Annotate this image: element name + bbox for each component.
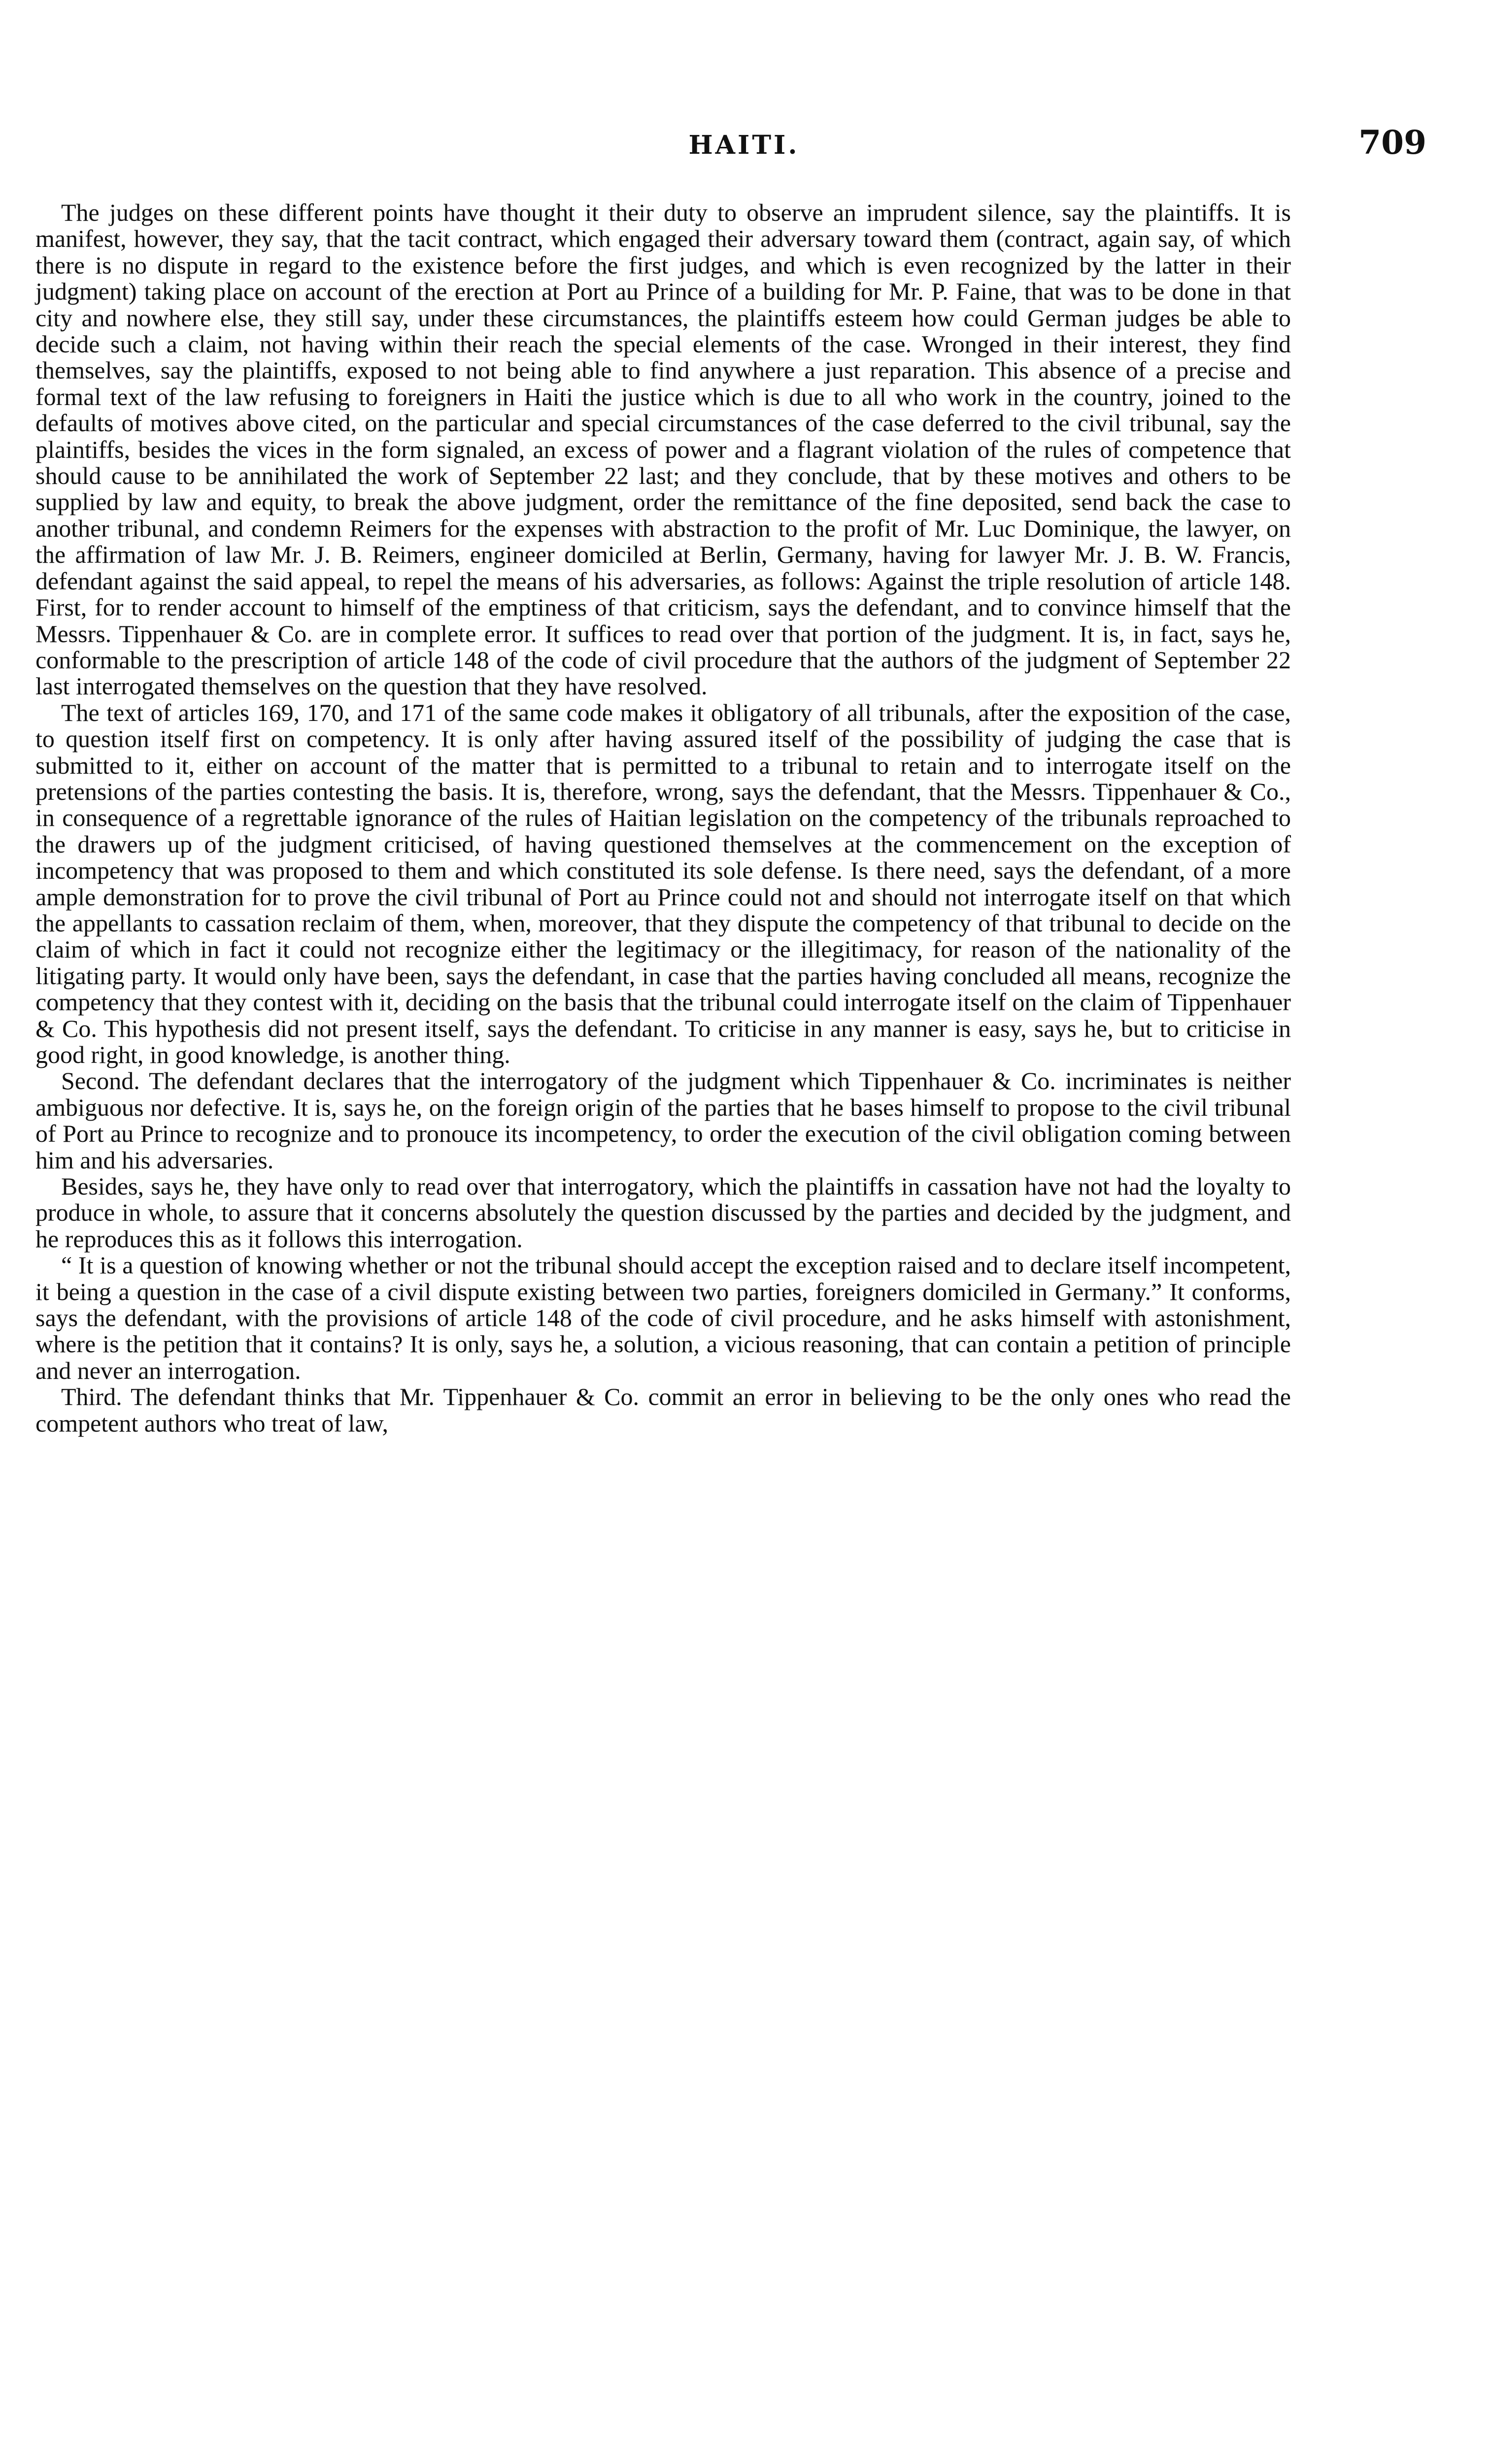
body-text bbox=[35, 200, 1291, 1437]
paragraph: The text of articles 169, 170, and 171 of the same code makes it obligatory of all tribunals, after the exposition of the case, to question itself first on competency. It is only after having assured itself of the possibility of judging the case that is submitted to it, either on account of the matter that is permitted to a tribunal to retain and to interrogate itself on the pretensions of the parties contesting the basis. It is, therefore, wrong, says the defendant, that the Messrs. Tippenhauer & Co., in consequence of a regrettable ignorance of the rules of Haitian legislation on the competency of the tribunals reproached to the drawers up of the judgment criticised, of having questioned themselves at the commencement on the exception of incompetency that was proposed to them and which constituted its sole defense. Is there need, says the defendant, of a more ample demonstration for to prove the civil tribunal of Port au Prince could not and should not interrogate itself on that which the appellants to cassation reclaim of them, when, moreover, that they dispute the competency of that tribunal to decide on the claim of which in fact it could not recognize either the legitimacy or the illegitimacy, for reason of the nationality of the litigating party. It would only have been, says the defendant, in case that the parties having concluded all means, recognize the competency that they contest with it, deciding on the basis that the tribunal could interrogate itself on the claim of Tippenhauer & Co. This hypothesis did not present itself, says the defendant. To criticise in any manner is easy, says he, but to criticise in good right, in good knowledge, is another thing. bbox=[35, 698, 1291, 1068]
paragraph: “ It is a question of knowing whether or not the tribunal should accept the exception raised and to declare itself incompetent, it being a question in the case of a civil dispute existing between two parties, foreigners domiciled in Germany.” It conforms, says the defendant, with the provisions of article 148 of the code of civil procedure, and he asks himself with astonishment, where is the petition that it contains? It is only, says he, a solution, a vicious reasoning, that can contain a petition of principle and never an interrogation. bbox=[35, 1251, 1291, 1384]
page-number: 709 bbox=[1358, 123, 1426, 162]
running-head bbox=[39, 123, 1449, 172]
paragraph: Second. The defendant declares that the interrogatory of the judgment which Tippenhauer & Co. incriminates is neither ambiguous nor defective. It is, says he, on the foreign origin of the parties that he bases himself to propose to the civil tribunal of Port au Prince to recognize and to pronouce its incompetency, to order the execution of the civil obligation coming between him and his adversaries. bbox=[35, 1067, 1291, 1174]
paragraph: Third. The defendant thinks that Mr. Tippenhauer & Co. commit an error in believing to be the only ones who read the competent authors who treat of law, bbox=[35, 1383, 1291, 1437]
paragraph: The judges on these different points have thought it their duty to observe an imprudent silence, say the plaintiffs. It is manifest, however, they say, that the tacit contract, which engaged their adversary toward them (contract, again say, of which there is no dispute in regard to the existence before the first judges, and which is even recognized by the latter in their judgment) taking place on account of the erection at Port au Prince of a building for Mr. P. Faine, that was to be done in that city and nowhere else, they still say, under these circumstances, the plaintiffs esteem how could German judges be able to decide such a claim, not having within their reach the special elements of the case. Wronged in their interest, they find themselves, say the plaintiffs, exposed to not being able to find anywhere a just reparation. This absence of a precise and formal text of the law refusing to foreigners in Haiti the justice which is due to all who work in the country, joined to the defaults of motives above cited, on the particular and special circumstances of the case deferred to the civil tribunal, say the plaintiffs, besides the vices in the form signaled, an excess of power and a flagrant violation of the rules of competence that should cause to be annihilated the work of September 22 last; and they conclude, that by these motives and others to be supplied by law and equity, to break the above judgment, order the remittance of the fine deposited, send back the case to another tribunal, and condemn Reimers for the expenses with abstraction to the profit of Mr. Luc Dominique, the lawyer, on the affirmation of law Mr. J. B. Reimers, engineer domiciled at Berlin, Germany, having for lawyer Mr. J. B. W. Francis, defendant against the said appeal, to repel the means of his adversaries, as follows: Against the triple resolution of article 148. First, for to render account to himself of the emptiness of that criticism, says the defendant, and to convince himself that the Messrs. Tippenhauer & Co. are in complete error. It suffices to read over that portion of the judgment. It is, in fact, says he, conformable to the prescription of article 148 of the code of civil procedure that the authors of the judgment of September 22 last interrogated themselves on the question that they have resolved. bbox=[35, 199, 1291, 700]
running-head-title: HAITI. bbox=[688, 130, 800, 160]
paragraph: Besides, says he, they have only to read over that interrogatory, which the plaintiffs in cassation have not had the loyalty to produce in whole, to assure that it concerns absolutely the question discussed by the parties and decided by the judgment, and he reproduces this as it follows this interrogation. bbox=[35, 1172, 1291, 1253]
